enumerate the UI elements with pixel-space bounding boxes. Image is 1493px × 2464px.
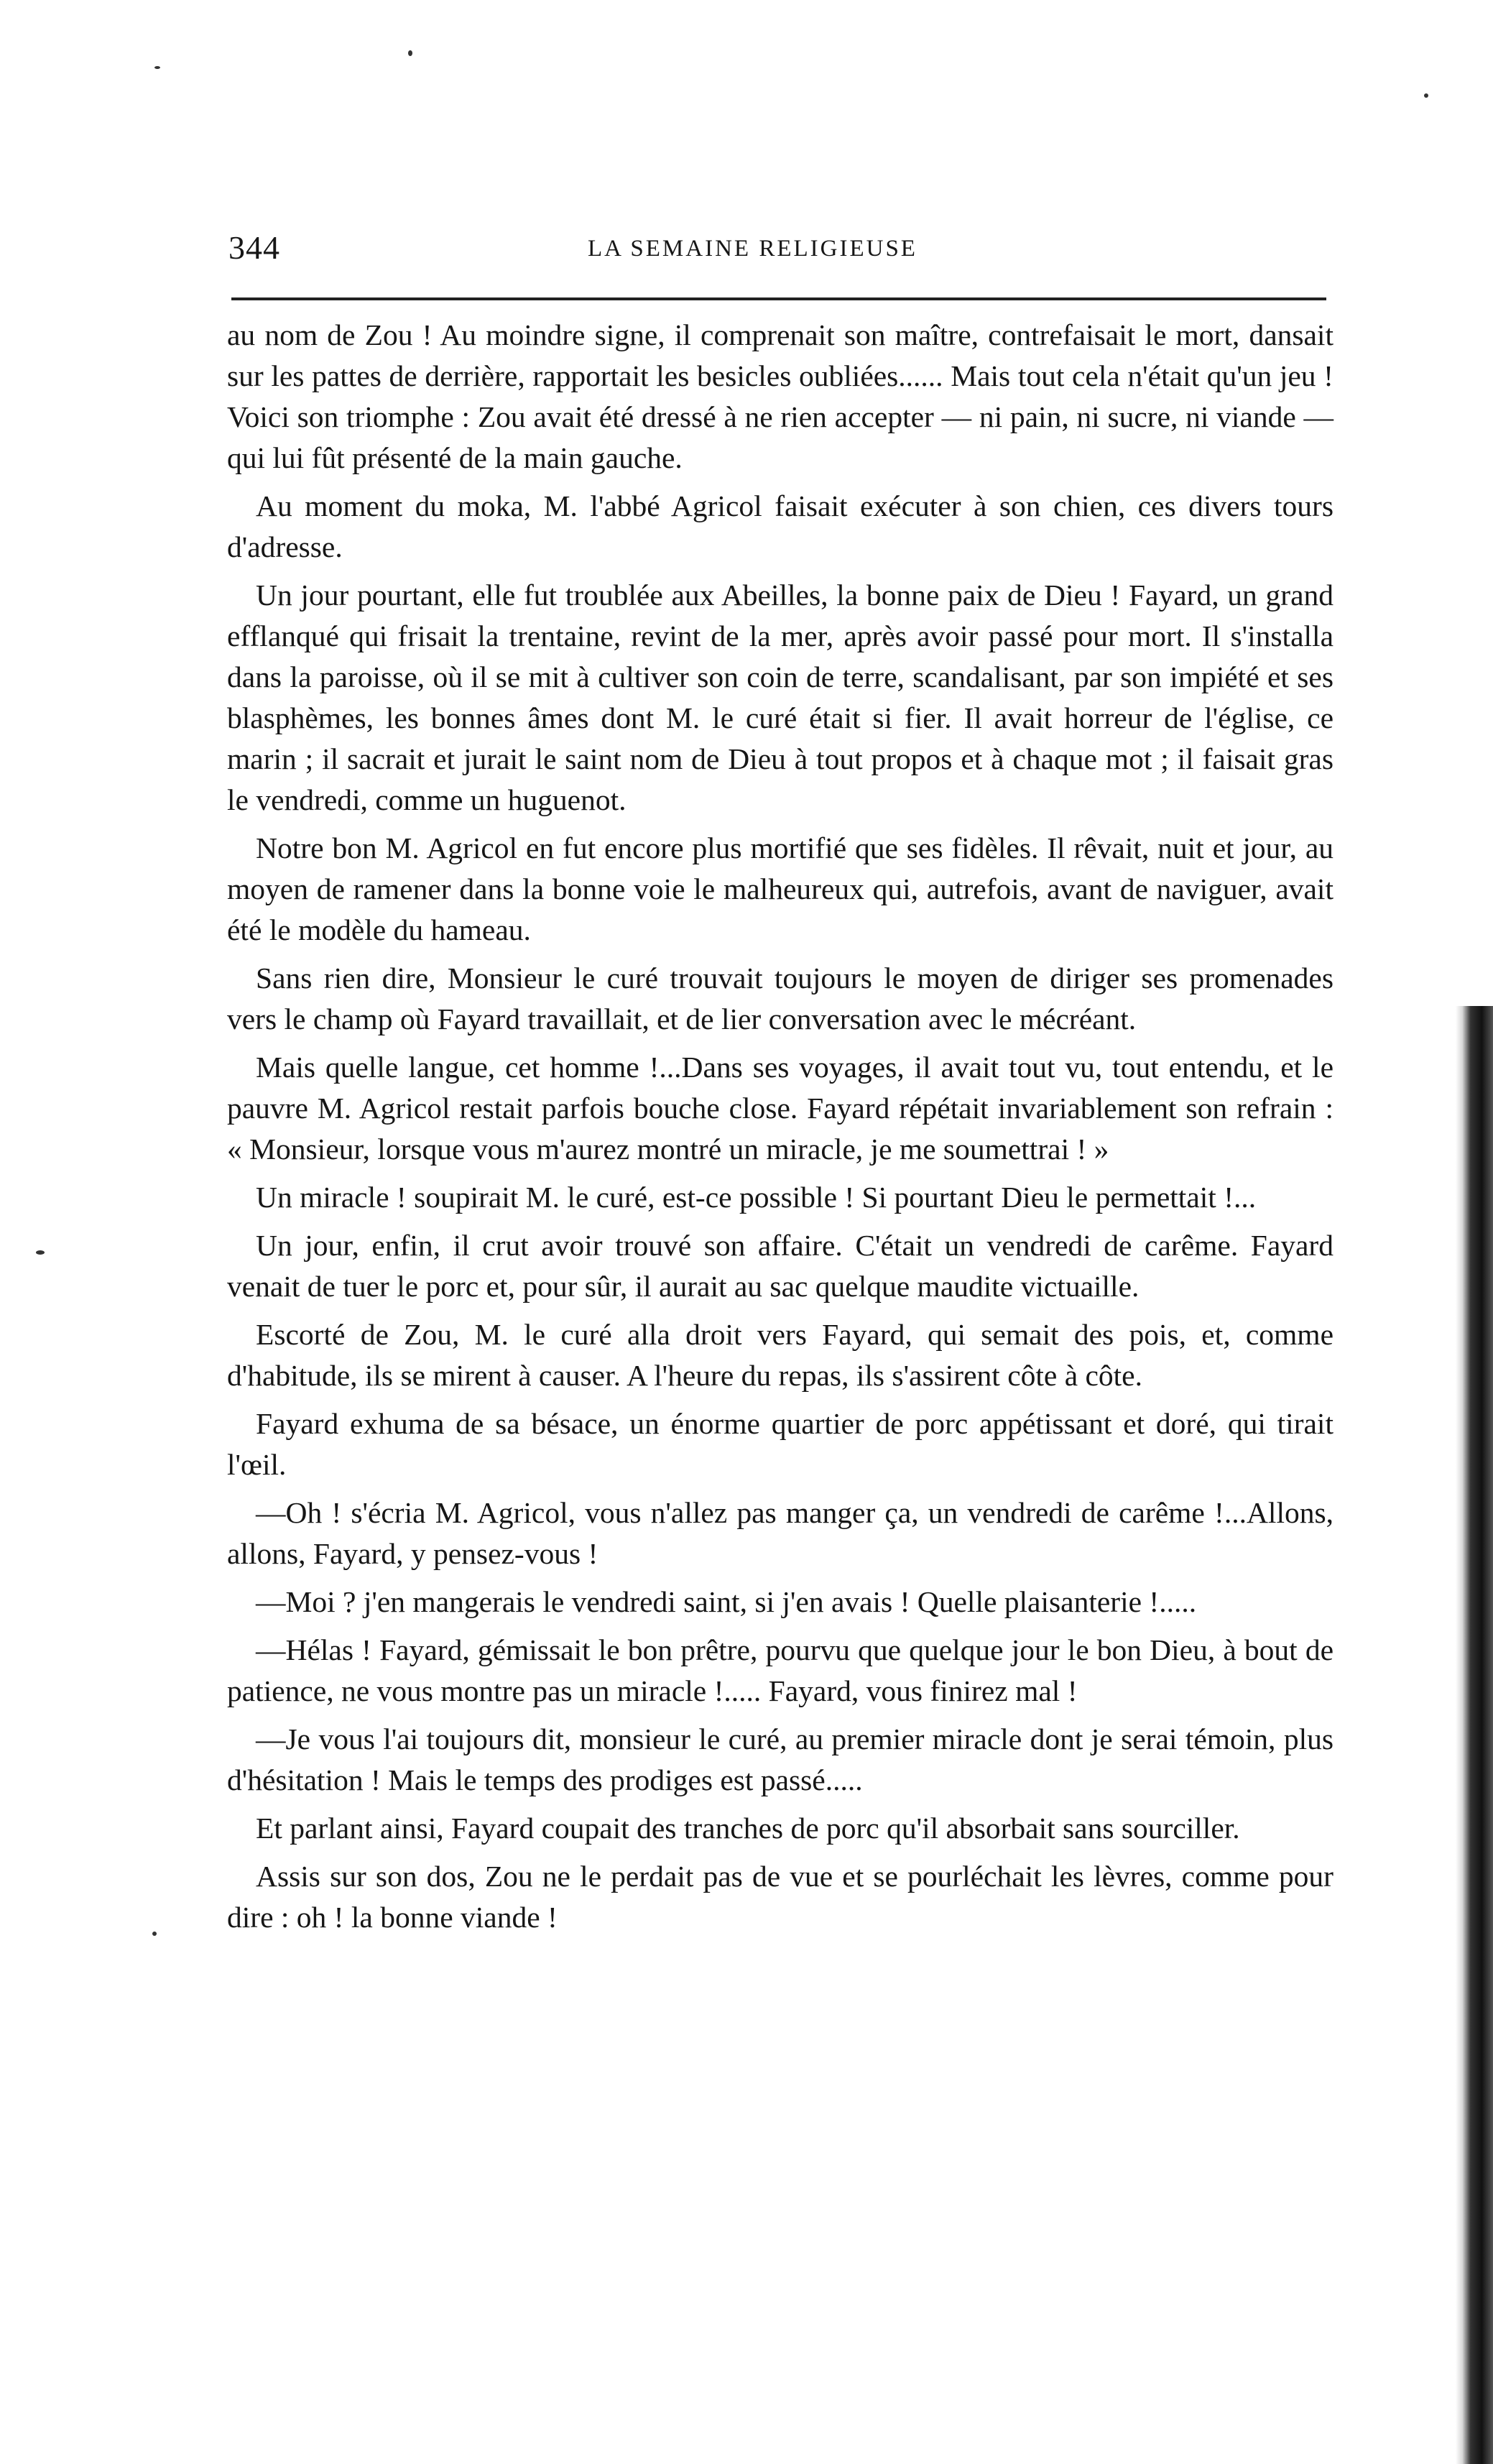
- page-number: 344: [228, 229, 280, 266]
- paragraph: Mais quelle langue, cet homme !...Dans ses voyages, il avait tout vu, tout entendu, et le pauvre M. Agricol restait parfois bouche close. Fayard répétait invariablement son refrain : « Monsieur, lorsque vous m'aurez montré un miracle, je me soumettrai ! »: [227, 1051, 1333, 1166]
- page-header: [228, 229, 1326, 272]
- paragraph: —Je vous l'ai toujours dit, monsieur le curé, au premier miracle dont je serai témoin, plus d'hésitation ! Mais le temps des prodiges est passé.....: [227, 1722, 1333, 1796]
- running-title: LA SEMAINE RELIGIEUSE: [588, 236, 917, 262]
- scan-speck: [408, 50, 412, 56]
- paragraph: Et parlant ainsi, Fayard coupait des tranches de porc qu'il absorbait sans sourciller.: [256, 1812, 1240, 1845]
- paragraph: Assis sur son dos, Zou ne le perdait pas de vue et se pourléchait les lèvres, comme pour dire : oh ! la bonne viande !: [227, 1860, 1333, 1934]
- scan-speck: [36, 1250, 45, 1255]
- header-rule: [231, 297, 1326, 300]
- scan-speck: [152, 1932, 157, 1936]
- paragraph: —Oh ! s'écria M. Agricol, vous n'allez pas manger ça, un vendredi de carême !...Allons, allons, Fayard, y pensez-vous !: [227, 1496, 1333, 1570]
- paragraph: Un jour, enfin, il crut avoir trouvé son affaire. C'était un vendredi de carême. Fayard venait de tuer le porc et, pour sûr, il aurait au sac quelque maudite victuaille.: [227, 1229, 1333, 1303]
- paragraph: —Hélas ! Fayard, gémissait le bon prêtre, pourvu que quelque jour le bon Dieu, à bout de patience, ne vous montre pas un miracle !..... Fayard, vous finirez mal !: [227, 1633, 1333, 1707]
- paragraph: Sans rien dire, Monsieur le curé trouvait toujours le moyen de diriger ses promenades vers le champ où Fayard travaillait, et de lier conversation avec le mécréant.: [227, 961, 1333, 1035]
- scan-speck: [154, 66, 160, 69]
- paragraph: Au moment du moka, M. l'abbé Agricol faisait exécuter à son chien, ces divers tours d'adresse.: [227, 489, 1333, 563]
- paragraph: Un miracle ! soupirait M. le curé, est-ce possible ! Si pourtant Dieu le permettait !...: [256, 1181, 1257, 1214]
- body-text: [227, 315, 1333, 1945]
- paragraph: au nom de Zou ! Au moindre signe, il comprenait son maître, contrefaisait le mort, dansait sur les pattes de derrière, rapportait les besicles oubliées...... Mais tout cela n'était qu'un jeu ! Voici son triomphe : Zou avait été dressé à ne rien accepter — ni pain, ni sucre, ni viande — qui lui fût présenté de la main gauche.: [227, 318, 1333, 474]
- page-edge-shadow: [1456, 1006, 1493, 2464]
- paragraph: Notre bon M. Agricol en fut encore plus mortifié que ses fidèles. Il rêvait, nuit et jour, au moyen de ramener dans la bonne voie le malheureux qui, autrefois, avant de naviguer, avait été le modèle du hameau.: [227, 831, 1333, 946]
- paragraph: —Moi ? j'en mangerais le vendredi saint, si j'en avais ! Quelle plaisanterie !.....: [256, 1585, 1197, 1618]
- paragraph: Escorté de Zou, M. le curé alla droit vers Fayard, qui semait des pois, et, comme d'habitude, ils se mirent à causer. A l'heure du repas, ils s'assirent côte à côte.: [227, 1318, 1333, 1392]
- paragraph: Un jour pourtant, elle fut troublée aux Abeilles, la bonne paix de Dieu ! Fayard, un grand efflanqué qui frisait la trentaine, revint de la mer, après avoir passé pour mort. Il s'installa dans la paroisse, où il se mit à cultiver son coin de terre, scandalisant, par son impiété et ses blasphèmes, les bonnes âmes dont M. le curé était si fier. Il avait horreur de l'église, ce marin ; il sacrait et jurait le saint nom de Dieu à tout propos et à chaque mot ; il faisait gras le vendredi, comme un huguenot.: [227, 578, 1333, 816]
- paragraph: Fayard exhuma de sa bésace, un énorme quartier de porc appétissant et doré, qui tirait l'œil.: [227, 1407, 1333, 1481]
- scan-speck: [1424, 93, 1428, 98]
